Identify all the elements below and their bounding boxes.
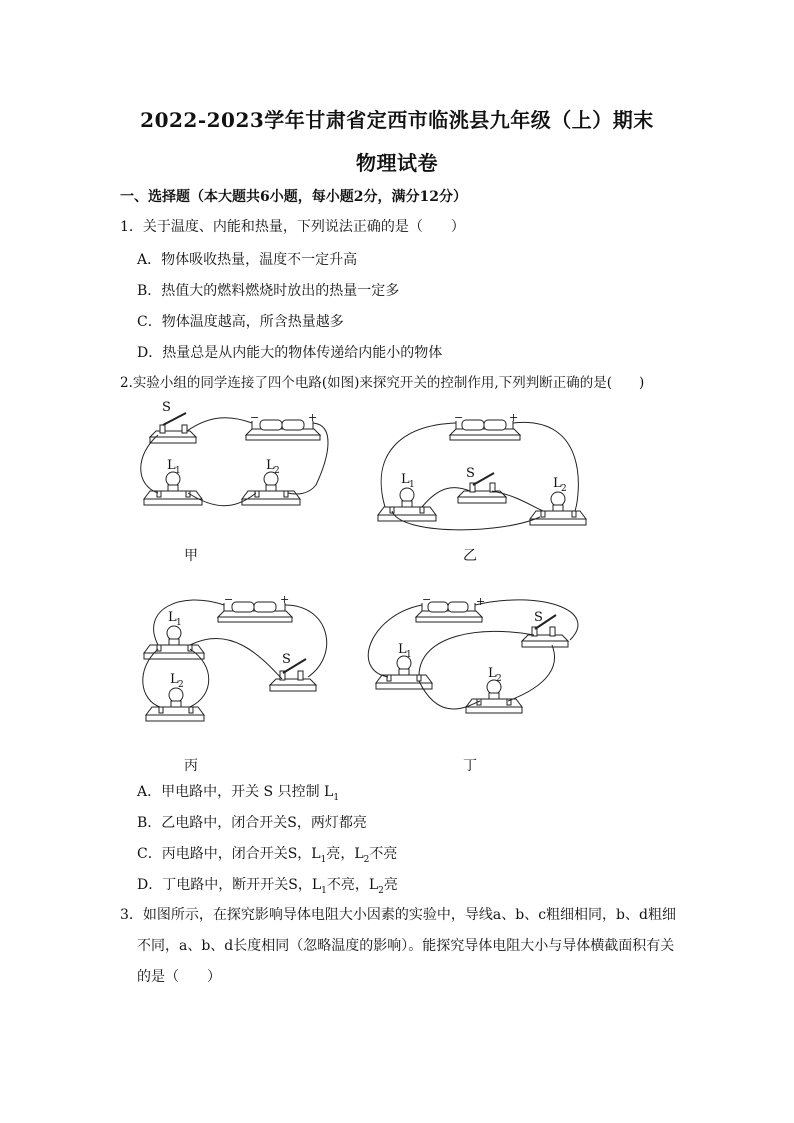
ding-l1-label: L <box>398 642 407 657</box>
yi-l2-label: L <box>553 476 562 491</box>
question-1-option-d: D．热量总是从内能大的物体传递给内能小的物体 <box>137 345 443 361</box>
jia-minus: − <box>250 411 260 424</box>
ding-switch-label: S <box>534 610 543 625</box>
diagram-label-yi: 乙 <box>463 548 477 564</box>
ding-l1-sub: 1 <box>406 650 412 660</box>
jia-switch-label: S <box>162 400 171 415</box>
yi-switch-label: S <box>466 466 475 481</box>
jia-l1-label: L <box>167 458 176 473</box>
question-3-line-2: 不同，a、b、d长度相同（忽略温度的影响）。能探究导体电阻大小与导体横截面积有关 <box>137 938 675 954</box>
question-1-stem: 1．关于温度、内能和热量，下列说法正确的是（ ） <box>120 219 465 235</box>
question-1-option-a: A．物体吸收热量，温度不一定升高 <box>137 252 358 268</box>
question-2-option-c: C．丙电路中，闭合开关S，$L_1$亮，$L_2$不亮 <box>137 846 398 865</box>
question-3-line-1: 3．如图所示，在探究影响导体电阻大小因素的实验中，导线a、b、c粗细相同，b、d粗细 <box>120 907 676 923</box>
ding-l2-sub: 2 <box>496 674 502 684</box>
circuit-diagrams <box>120 395 600 775</box>
bing-minus: − <box>224 593 234 606</box>
question-1-option-c: C．物体温度越高，所含热量越多 <box>137 314 344 330</box>
question-2-option-a: A．甲电路中，开关 S 只控制 $L_1$ <box>137 784 340 803</box>
ding-l2-label: L <box>488 666 497 681</box>
jia-l2-sub: 2 <box>274 466 280 476</box>
yi-plus: + <box>509 411 519 424</box>
bing-l1-label: L <box>168 610 177 625</box>
yi-l1-label: L <box>401 472 410 487</box>
ding-plus: + <box>476 595 486 608</box>
question-2-option-d: D．丁电路中，断开开关S，$L_1$不亮，$L_2$亮 <box>137 877 398 896</box>
question-3-line-3: 的是（ ） <box>137 969 221 985</box>
bing-plus: + <box>280 593 290 606</box>
page-subtitle: 物理试卷 <box>356 151 438 175</box>
bing-l2-sub: 2 <box>178 680 184 690</box>
diagram-label-ding: 丁 <box>463 758 477 774</box>
question-1-option-b: B．热值大的燃料燃烧时放出的热量一定多 <box>137 283 400 299</box>
section-heading: 一、选择题（本大题共6小题，每小题2分，满分12分） <box>120 189 467 205</box>
diagram-label-bing: 丙 <box>184 758 198 774</box>
page-title: 2022-2023学年甘肃省定西市临洮县九年级（上）期末 <box>140 108 654 132</box>
diagram-label-jia: 甲 <box>184 548 198 564</box>
yi-minus: − <box>454 411 464 424</box>
bing-l2-label: L <box>170 672 179 687</box>
question-2-stem: 2.实验小组的同学连接了四个电路(如图)来探究开关的控制作用,下列判断正确的是( ) <box>120 375 645 391</box>
yi-l2-sub: 2 <box>561 484 567 494</box>
ding-minus: − <box>422 593 432 606</box>
bing-l1-sub: 1 <box>176 618 182 628</box>
yi-l1-sub: 1 <box>409 480 415 490</box>
jia-l2-label: L <box>266 458 275 473</box>
jia-l1-sub: 1 <box>175 466 181 476</box>
question-2-option-b: B．乙电路中，闭合开关S，两灯都亮 <box>137 815 367 831</box>
jia-plus: + <box>308 411 318 424</box>
bing-switch-label: S <box>282 652 291 667</box>
